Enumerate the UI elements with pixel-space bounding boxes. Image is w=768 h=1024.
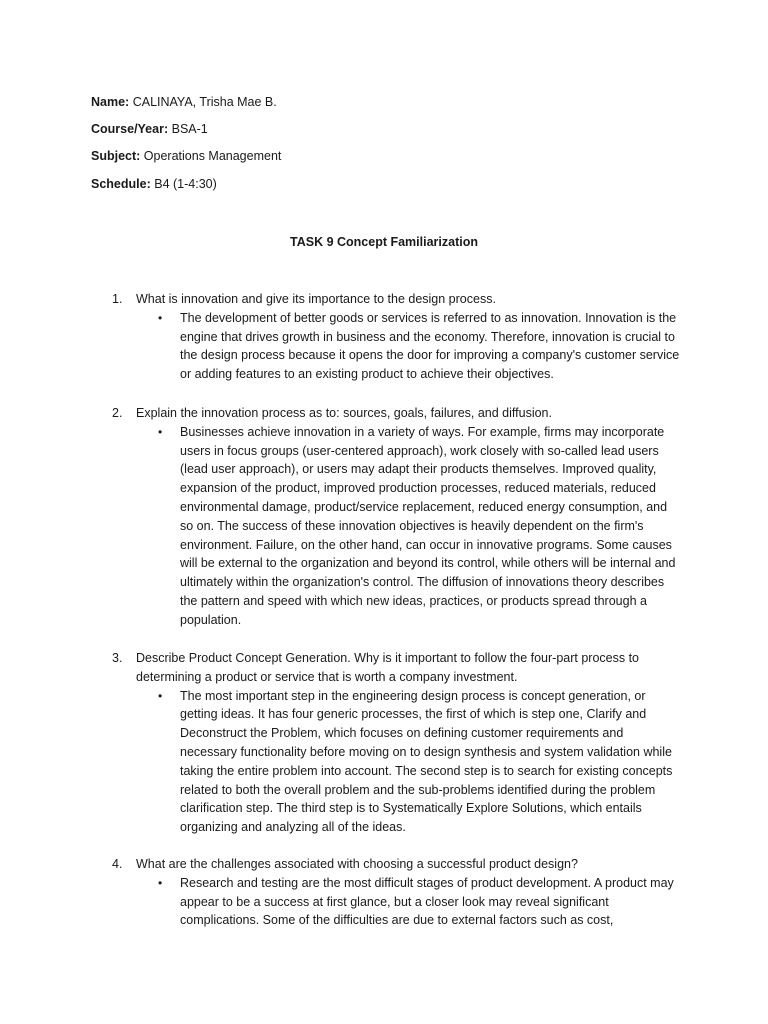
question-number-3: 3. <box>112 651 123 665</box>
question-text-1 <box>112 290 692 309</box>
bullet-1: • <box>158 310 163 325</box>
bullet-2: • <box>158 424 163 439</box>
subject-value: Operations Management <box>143 149 282 163</box>
question-prompt-4: What are the challenges associated with choosing a successful product design? <box>136 857 578 871</box>
answer-bullet-1 <box>158 309 680 384</box>
name-field <box>91 93 277 111</box>
answer-bullet-2 <box>158 423 680 630</box>
subject-field <box>91 147 281 165</box>
question-item-3 <box>112 649 692 837</box>
answer-text-4: Research and testing are the most difficult stages of product development. A product may appear to be a success at first glance, but a closer look may reveal significant complications. Some of the difficulties are due to external factors such as cost, <box>180 875 674 928</box>
question-prompt-2: Explain the innovation process as to: sources, goals, failures, and diffusion. <box>136 406 552 420</box>
answer-text-2: Businesses achieve innovation in a variety of ways. For example, firms may incorporate users in focus groups (user-centered approach), work closely with so-called lead users (lead user approach), or users may adapt their products themselves. Improved quality, expansion of the product, improved production processes, reduced materials, reduced environmental damage, product/service replacement, reduced energy consumption, and so on. The success of these innovation objectives is heavily dependent on the firm's environment. Failure, on the other hand, can occur in innovative programs. Some causes will be external to the organization and beyond its control, while others will be internal and ultimately within the organization's control. The diffusion of innovations theory describes the pattern and speed with which new ideas, practices, or products spread through a population. <box>180 424 676 627</box>
question-prompt-3: Describe Product Concept Generation. Why is it important to follow the four-part process to determining a product or service that is worth a company investment. <box>136 651 640 684</box>
question-item-2 <box>112 404 692 630</box>
name-value: CALINAYA, Trisha Mae B. <box>132 95 277 109</box>
subject-label: Subject: <box>91 149 141 163</box>
course-year-value: BSA-1 <box>171 122 208 136</box>
answer-bullet-4 <box>158 874 680 930</box>
answer-bullet-3 <box>158 687 680 837</box>
question-number-1: 1. <box>112 292 123 306</box>
schedule-value: B4 (1-4:30) <box>154 177 217 191</box>
schedule-field <box>91 175 217 193</box>
question-text-3 <box>112 649 692 687</box>
schedule-label: Schedule: <box>91 177 151 191</box>
question-text-4 <box>112 855 692 874</box>
name-label: Name: <box>91 95 130 109</box>
question-number-4: 4. <box>112 857 123 871</box>
course-year-field <box>91 120 208 138</box>
task-title: TASK 9 Concept Familiarization <box>290 235 478 249</box>
question-prompt-1: What is innovation and give its importance to the design process. <box>136 292 496 306</box>
answer-text-1: The development of better goods or services is referred to as innovation. Innovation is the engine that drives growth in business and the economy. Therefore, innovation is crucial to the design process because it opens the door for improving a company's customer service or adding features to an existing product to achieve their objectives. <box>180 310 680 382</box>
bullet-3: • <box>158 688 163 703</box>
answer-text-3: The most important step in the engineering design process is concept generation, or getting ideas. It has four generic processes, the first of which is step one, Clarify and Deconstruct the Problem, which focuses on defining customer requirements and necessary functionality before moving on to design synthesis and system validation while taking the entire problem into account. The second step is to search for existing concepts related to both the overall problem and the sub-problems identified during the problem clarification step. The third step is to Systematically Explore Solutions, which entails organizing and analyzing all of the ideas. <box>180 688 673 835</box>
question-item-4 <box>112 855 692 930</box>
bullet-4: • <box>158 875 163 890</box>
question-item-1 <box>112 290 692 384</box>
question-number-2: 2. <box>112 406 123 420</box>
question-text-2 <box>112 404 692 423</box>
course-year-label: Course/Year: <box>91 122 169 136</box>
